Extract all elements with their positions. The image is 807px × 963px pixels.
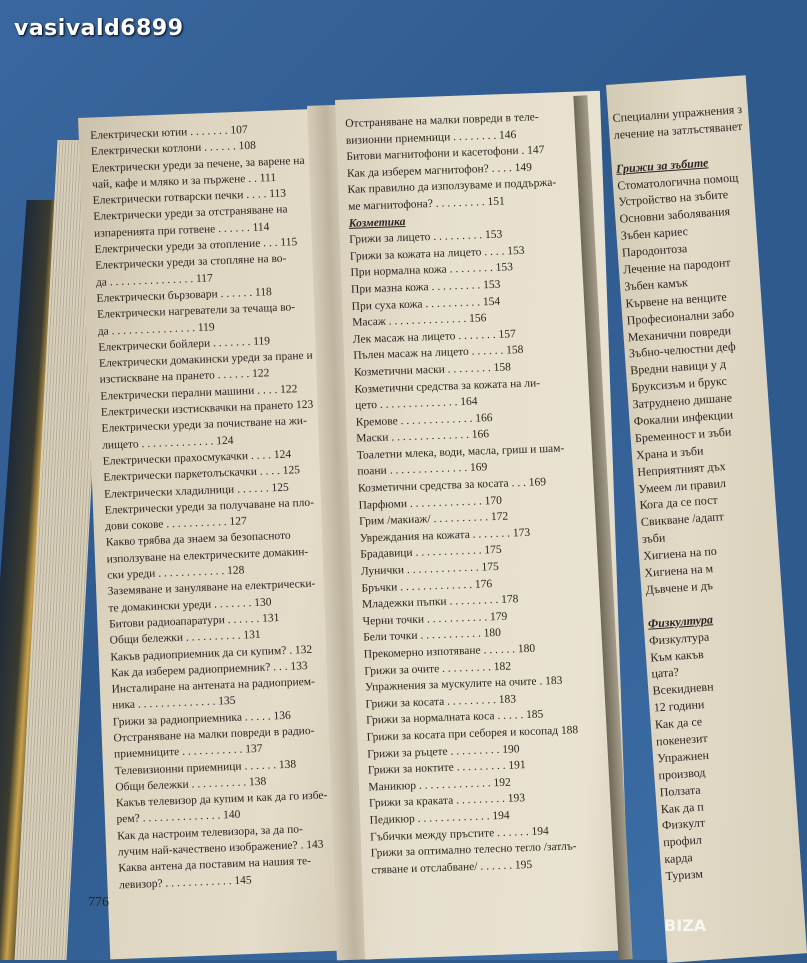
toc-line: При нормална кожа . . . . . . . . 153 bbox=[350, 261, 514, 280]
seller-watermark: vasivald6899 bbox=[14, 16, 184, 41]
toc-line: Младежки пъпки . . . . . . . . . 178 bbox=[361, 593, 519, 611]
toc-line: Как правилно да използуваме и поддържа- bbox=[347, 177, 557, 197]
toc-line: Какъв телевизор да купим и как да го избе- bbox=[115, 789, 328, 810]
toc-line: Лечение на пародонт bbox=[622, 255, 731, 277]
toc-line: Ползата bbox=[659, 782, 702, 799]
toc-line: Козметични средства за косата . . . 169 bbox=[357, 476, 547, 495]
toc-line: производ bbox=[658, 764, 706, 783]
page-number: 776 bbox=[88, 895, 109, 910]
toc-line: Електрически уреди за отопление . . . 115 bbox=[94, 236, 298, 256]
toc-line: карда bbox=[663, 850, 694, 867]
toc-line: Вредни навици у д bbox=[629, 357, 727, 378]
toc-line: Гъбички между пръстите . . . . . . 194 bbox=[369, 824, 549, 844]
toc-line: чай, кафе и мляко и за пържене . . 111 bbox=[91, 171, 277, 191]
toc-line: Електрически уреди за получаване на пло- bbox=[104, 496, 315, 517]
toc-line: Тоалетни млека, води, масла, гриш и шам- bbox=[356, 442, 565, 462]
toc-line: Масаж . . . . . . . . . . . . . . 156 bbox=[352, 312, 487, 329]
toc-line: Как да п bbox=[660, 798, 705, 816]
toc-line: Кога да се пост bbox=[639, 493, 719, 513]
toc-line: 12 години bbox=[653, 697, 705, 715]
toc-line: лището . . . . . . . . . . . . . 124 bbox=[101, 434, 234, 452]
toc-line: Битови магнитофони и касетофони . 147 bbox=[346, 144, 545, 164]
toc-line: те домакински уреди . . . . . . . 130 bbox=[108, 595, 272, 615]
toc-line: Кървене на венците bbox=[625, 289, 728, 311]
toc-line: Храна и зъби bbox=[635, 443, 704, 462]
toc-line: лечение на затлъстяванет bbox=[613, 118, 743, 142]
toc-line: Кремове . . . . . . . . . . . . . 166 bbox=[355, 411, 493, 429]
toc-line: Грижи за нормалната коса . . . . . 185 bbox=[365, 708, 544, 728]
toc-line: Основни заболявания bbox=[619, 204, 731, 227]
toc-line: Грижи за кожата на лицето . . . . 153 bbox=[349, 244, 525, 263]
toc-line: Електрически уреди за стопляне на во- bbox=[95, 252, 287, 273]
toc-line: дови сокове . . . . . . . . . . . 127 bbox=[105, 515, 247, 533]
left-page-contents bbox=[90, 119, 359, 894]
toc-line: Електрически уреди за почистване на жи- bbox=[101, 415, 308, 436]
toc-line: Грижи за ноктите . . . . . . . . . 191 bbox=[367, 759, 526, 777]
toc-line: Електрически уреди за отстраняване на bbox=[93, 203, 288, 224]
toc-line: Туризм bbox=[665, 866, 704, 884]
toc-line: Как да настроим телевизора, за да по- bbox=[116, 823, 304, 843]
toc-line: Черни точки . . . . . . . . . . . 179 bbox=[362, 610, 508, 628]
right-page-contents bbox=[345, 107, 621, 879]
toc-line: Грижи за оптимално телесно тегло /затлъ- bbox=[370, 840, 577, 860]
toc-line: Фокални инфекции bbox=[633, 407, 734, 429]
toc-line: Козметични средства за кожата на ли- bbox=[354, 376, 541, 396]
toc-line: Грижи за краката . . . . . . . . . 193 bbox=[368, 792, 526, 810]
toc-line: Как да изберем магнитофон? . . . . 149 bbox=[346, 161, 533, 180]
toc-line: Физкулт bbox=[661, 815, 706, 833]
toc-line: Електрически бързовари . . . . . . 118 bbox=[96, 286, 273, 305]
toc-line: Електрически готварски печки . . . . 113 bbox=[92, 187, 287, 208]
toc-line: Общи бележки . . . . . . . . . . 131 bbox=[109, 629, 261, 647]
toc-line: Професионални забо bbox=[626, 305, 735, 328]
toc-line: Маски . . . . . . . . . . . . . . 166 bbox=[356, 428, 490, 446]
toc-line: цата? bbox=[650, 665, 680, 681]
toc-line: Педикюр . . . . . . . . . . . . . 194 bbox=[369, 809, 510, 827]
toc-line: При мазна кожа . . . . . . . . . 153 bbox=[350, 278, 501, 296]
toc-line: Инсталиране на антената на радиоприем- bbox=[111, 675, 316, 696]
toc-line: Умеем ли правил bbox=[637, 475, 727, 496]
marketplace-logo: BIZA bbox=[664, 916, 707, 935]
toc-line: Упражнения за мускулите на очите . 183 bbox=[364, 674, 563, 694]
toc-line: Заземяване и зануляване на електрически- bbox=[107, 578, 316, 598]
toc-line: Електрически ютии . . . . . . . 107 bbox=[90, 123, 248, 142]
toc-line: Механични повреди bbox=[627, 322, 732, 345]
toc-line: Стоматологична помощ bbox=[616, 169, 739, 193]
toc-line: Грижи за косата . . . . . . . . . 183 bbox=[365, 693, 517, 711]
toc-line: Отстраняване на малки повреди в радио- bbox=[113, 724, 315, 745]
toc-line: Електрически прахосмукачки . . . . 124 bbox=[102, 448, 292, 468]
toc-line: Зъбен кариес bbox=[620, 224, 689, 243]
toc-line: Как да се bbox=[654, 714, 703, 732]
toc-section-heading: Физкултура bbox=[647, 611, 714, 631]
toc-line: зъби bbox=[641, 530, 666, 547]
toc-line: ника . . . . . . . . . . . . . . 135 bbox=[111, 695, 236, 712]
toc-line: При суха кожа . . . . . . . . . . 154 bbox=[351, 295, 501, 313]
toc-line: Електрически перални машини . . . . 122 bbox=[100, 382, 298, 403]
toc-line: Увреждания на кожата . . . . . . . 173 bbox=[359, 526, 531, 545]
toc-line: Неприятният дъх bbox=[636, 458, 727, 479]
toc-line: Хигиена на м bbox=[643, 561, 714, 580]
toc-line: Устройство на зъбите bbox=[617, 187, 729, 210]
toc-line: изпаренията при готвене . . . . . . 114 bbox=[93, 220, 270, 240]
toc-line: Физкултура bbox=[648, 629, 710, 648]
toc-line: Хигиена на по bbox=[642, 543, 718, 564]
toc-line: Грижи за ръцете . . . . . . . . . 190 bbox=[367, 742, 520, 761]
toc-line: приемниците . . . . . . . . . . . 137 bbox=[113, 743, 263, 761]
toc-line: Прекомерно изпотяване . . . . . . 180 bbox=[363, 642, 536, 661]
toc-line: Електрически изстисквачки на прането 123 bbox=[100, 398, 314, 419]
toc-line: Какъв радиоприемник да си купим? . 132 bbox=[110, 643, 313, 664]
toc-line: Лек масаж на лицето . . . . . . . 157 bbox=[352, 327, 516, 346]
toc-line: Маникюр . . . . . . . . . . . . . 192 bbox=[368, 776, 512, 794]
toc-line: Зъбен камък bbox=[623, 275, 689, 294]
toc-line: Електрически хладилници . . . . . . 125 bbox=[103, 481, 290, 501]
toc-line: Бременност и зъби bbox=[634, 424, 732, 446]
toc-line: Електрически котлони . . . . . . 108 bbox=[90, 139, 257, 159]
toc-line: Упражнен bbox=[656, 747, 710, 766]
toc-line: Лунички . . . . . . . . . . . . . 175 bbox=[360, 560, 500, 578]
toc-line: използуване на електрическите домакин- bbox=[106, 545, 309, 566]
toc-line: Към какъв bbox=[649, 646, 705, 665]
toc-line: Грижи за очите . . . . . . . . . 182 bbox=[364, 660, 512, 678]
toc-line: изстискване на прането . . . . . . 122 bbox=[99, 367, 270, 387]
toc-line: Каква антена да поставим на нашия те- bbox=[118, 855, 312, 875]
toc-line: Специални упражнения з bbox=[612, 101, 743, 125]
toc-line: лучим най-качествено изображение? . 143 bbox=[117, 838, 324, 859]
toc-line: Всекидневн bbox=[652, 679, 714, 698]
toc-line: да . . . . . . . . . . . . . . . 119 bbox=[97, 320, 215, 338]
toc-line: Електрически бойлери . . . . . . . 119 bbox=[98, 335, 271, 354]
toc-line: Затруднено дишане bbox=[632, 390, 733, 412]
toc-line: Електрически нагреватели за течаща во- bbox=[96, 301, 296, 322]
toc-line: покенезит bbox=[655, 730, 709, 749]
toc-line: левизор? . . . . . . . . . . . . 145 bbox=[118, 874, 252, 892]
toc-line: Грижи за радиоприемника . . . . . 136 bbox=[112, 709, 292, 729]
toc-line: Брадавици . . . . . . . . . . . . 175 bbox=[360, 544, 502, 562]
toc-line: Грижи за лицето . . . . . . . . . 153 bbox=[349, 228, 503, 247]
toc-line: Дъвчене и дъ bbox=[645, 578, 714, 597]
toc-line: Какво трябва да знаем за безопасното bbox=[105, 530, 291, 550]
toc-line: Общи бележки . . . . . . . . . . 138 bbox=[115, 775, 267, 794]
toc-line: Битови радиоапаратури . . . . . . 131 bbox=[108, 612, 280, 631]
toc-line: да . . . . . . . . . . . . . . . 117 bbox=[95, 272, 213, 289]
toc-line: ски уреди . . . . . . . . . . . . 128 bbox=[106, 564, 245, 582]
toc-line: Свикване /адапт bbox=[640, 509, 725, 530]
toc-line: Бели точки . . . . . . . . . . . 180 bbox=[363, 627, 502, 645]
toc-line: Пародонтоза bbox=[621, 241, 688, 260]
toc-line: Зъбно-челюстни деф bbox=[628, 339, 737, 361]
toc-line: цето . . . . . . . . . . . . . . 164 bbox=[354, 395, 478, 412]
toc-line: Телевизионни приемници . . . . . . 138 bbox=[114, 758, 297, 778]
toc-line: профил bbox=[662, 832, 703, 850]
toc-line: Електрически уреди за печене, за варене на bbox=[91, 154, 305, 175]
toc-line: Бръчки . . . . . . . . . . . . . 176 bbox=[361, 577, 493, 595]
toc-line: Бруксизъм и брукс bbox=[630, 373, 728, 395]
toc-line: стяване и отслабване/ . . . . . . 195 bbox=[371, 858, 533, 877]
toc-section-heading: Козметика bbox=[348, 215, 406, 230]
toc-line: Електрически паркетолъскачки . . . . 125 bbox=[103, 464, 301, 484]
toc-line: Козметични маски . . . . . . . . 158 bbox=[353, 361, 512, 379]
toc-section-heading: Грижи за зъбите bbox=[615, 155, 709, 176]
toc-line: ме магнитофона? . . . . . . . . . 151 bbox=[347, 195, 505, 213]
toc-line: Пълен масаж на лицето . . . . . . 158 bbox=[353, 344, 524, 363]
toc-line: Грижи за косата при себорея и косопад 188 bbox=[366, 724, 579, 744]
toc-line: Грим /макиаж/ . . . . . . . . . . 172 bbox=[358, 510, 509, 528]
toc-line: Как да изберем радиоприемник? . . . 133 bbox=[110, 659, 308, 680]
toc-line: Електрически домакински уреди за пране и bbox=[98, 349, 313, 370]
toc-line: Отстраняване на малки повреди в теле- bbox=[345, 111, 539, 130]
toc-line: рем? . . . . . . . . . . . . . . 140 bbox=[116, 809, 241, 826]
toc-line: визионни приемници . . . . . . . . 146 bbox=[345, 128, 517, 147]
toc-line: Парфюми . . . . . . . . . . . . . 170 bbox=[358, 494, 503, 512]
toc-line: поани . . . . . . . . . . . . . . 169 bbox=[357, 461, 488, 479]
